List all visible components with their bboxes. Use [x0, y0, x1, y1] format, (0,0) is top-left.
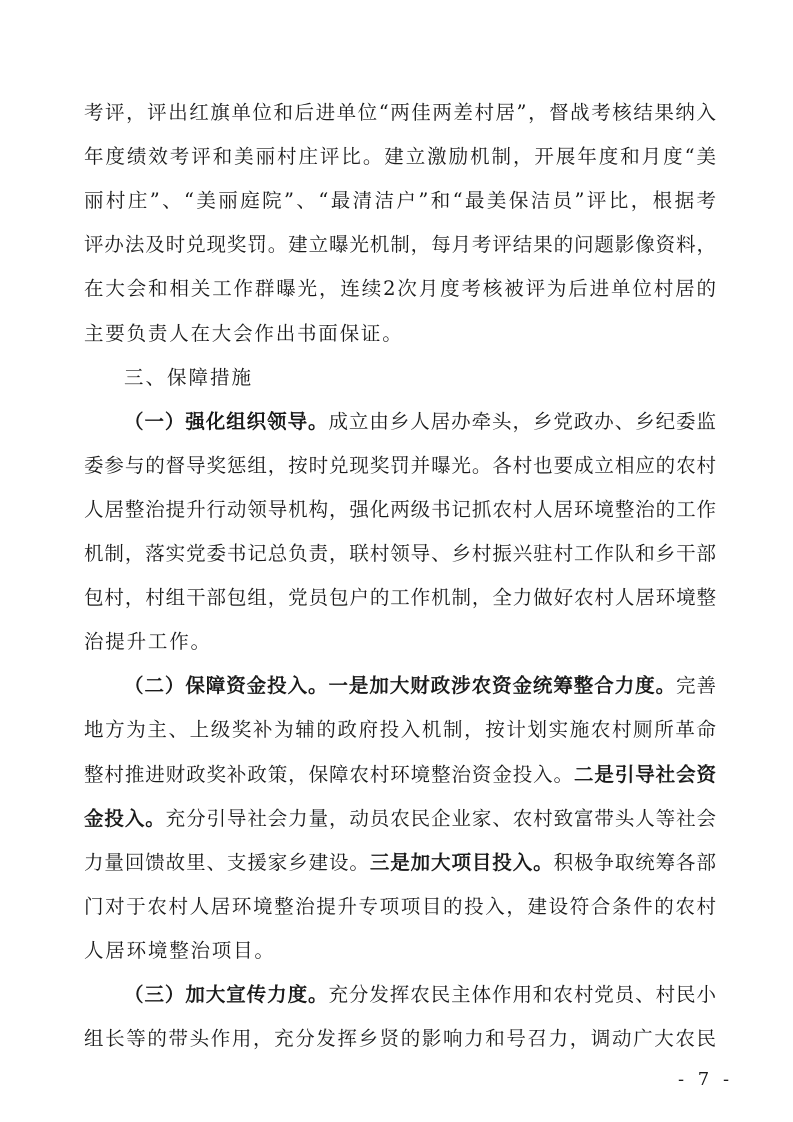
bold-text: （一）强化组织领导。: [124, 410, 329, 433]
body-text: 成立由乡人居办牵头，乡党政办、乡纪委监: [328, 410, 716, 433]
text-line: [84, 804, 716, 834]
bold-text: 三是加大项目投入。: [369, 851, 554, 874]
bold-text: （三）加大宣传力度。: [124, 983, 329, 1006]
body-text: 在大会和相关工作群曝光，连续2次月度考核被评为后进单位村居的: [84, 277, 716, 300]
text-line: [84, 715, 716, 745]
body-text: 机制，落实党委书记总负责，联村领导、乡村振兴驻村工作队和乡干部: [84, 542, 716, 565]
text-line: [84, 936, 716, 966]
section-heading: [124, 363, 253, 393]
body-text: 充分引导社会力量，动员农民企业家、农村致富带头人等社会: [165, 807, 716, 830]
bold-text: 二是引导社会资: [573, 763, 716, 786]
body-text: 完善: [676, 674, 716, 697]
text-line: [84, 451, 716, 481]
body-text: 考评，评出红旗单位和后进单位“两佳两差村居”，督战考核结果纳入: [84, 101, 716, 124]
body-text: 组长等的带头作用，充分发挥乡贤的影响力和号召力，调动广大农民: [84, 1027, 716, 1050]
text-line: [84, 186, 716, 216]
body-text: 人居整治提升行动领导机构，强化两级书记抓农村人居环境整治的工作: [84, 498, 716, 521]
bold-text: 金投入。: [84, 807, 166, 830]
body-text: 整村推进财政奖补政策，保障农村环境整治资金投入。: [84, 763, 574, 786]
page-number: - 7 -: [678, 1069, 734, 1090]
body-text: 评办法及时兑现奖罚。建立曝光机制，每月考评结果的问题影像资料，: [84, 233, 716, 256]
body-text: 积极争取统筹各部: [553, 851, 716, 874]
text-line: [84, 583, 716, 613]
text-line: [84, 230, 716, 260]
text-line: [84, 319, 716, 349]
text-line: [84, 671, 716, 701]
body-text: 治提升工作。: [84, 630, 212, 653]
body-text: 主要负责人在大会作出书面保证。: [84, 322, 404, 345]
text-line: [84, 495, 716, 525]
body-text: 丽村庄”、“美丽庭院”、“最清洁户”和“最美保洁员”评比，根据考: [84, 189, 716, 212]
body-text: 门对于农村人居环境整治提升专项项目的投入，建设符合条件的农村: [84, 895, 716, 918]
text-line: [84, 274, 716, 304]
bold-text: （二）保障资金投入。一是加大财政涉农资金统筹整合力度。: [124, 674, 677, 697]
body-text: 三、保障措施: [124, 366, 254, 389]
text-line: [84, 848, 716, 878]
body-text: 地方为主、上级奖补为辅的政府投入机制，按计划实施农村厕所革命: [84, 718, 716, 741]
body-text: 充分发挥农民主体作用和农村党员、村民小: [328, 983, 716, 1006]
text-line: [84, 407, 716, 437]
body-text: 人居环境整治项目。: [84, 939, 276, 962]
text-line: [84, 1024, 716, 1054]
text-line: [84, 627, 716, 657]
text-line: [84, 892, 716, 922]
body-text: 委参与的督导奖惩组，按时兑现奖罚并曝光。各村也要成立相应的农村: [84, 454, 716, 477]
text-line: [84, 142, 716, 172]
body-text: 年度绩效考评和美丽村庄评比。建立激励机制，开展年度和月度“美: [84, 145, 716, 168]
text-line: [84, 539, 716, 569]
body-text: 包村，村组干部包组，党员包户的工作机制，全力做好农村人居环境整: [84, 586, 716, 609]
text-line: [84, 98, 716, 128]
text-line: [84, 980, 716, 1010]
text-line: [84, 760, 716, 790]
body-text: 力量回馈故里、支援家乡建设。: [84, 851, 370, 874]
